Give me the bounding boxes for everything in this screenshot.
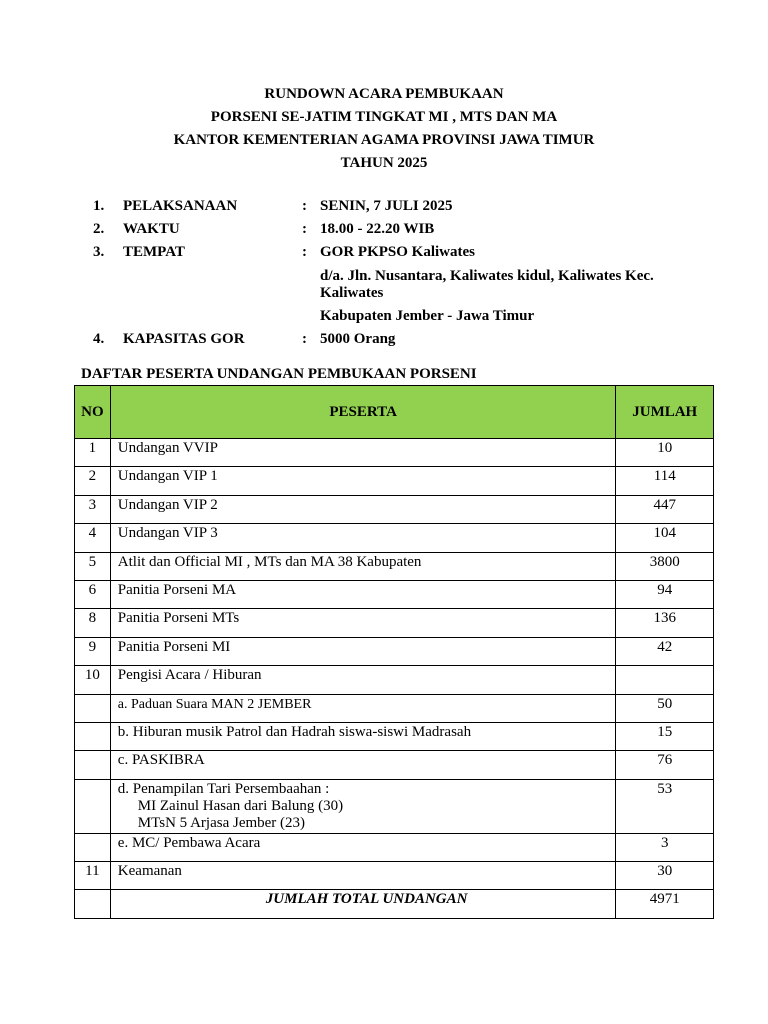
info-value: 5000 Orang bbox=[320, 331, 396, 347]
info-number: 4. bbox=[93, 331, 105, 347]
row-jumlah: 94 bbox=[616, 580, 714, 608]
row-no bbox=[75, 833, 111, 861]
table-row bbox=[75, 862, 714, 890]
info-number: 3. bbox=[93, 244, 105, 260]
table-row bbox=[75, 722, 714, 750]
row-jumlah: 53 bbox=[616, 779, 714, 833]
row-jumlah: 136 bbox=[616, 609, 714, 637]
participant-table bbox=[74, 385, 714, 919]
row-no: 1 bbox=[75, 439, 111, 467]
table-row bbox=[75, 580, 714, 608]
row-no: 5 bbox=[75, 552, 111, 580]
info-colon: : bbox=[302, 331, 307, 347]
info-number: 1. bbox=[93, 198, 105, 214]
row-peserta-sub: MI Zainul Hasan dari Balung (30) bbox=[137, 797, 344, 814]
table-row bbox=[75, 637, 714, 665]
row-jumlah: 15 bbox=[616, 722, 714, 750]
row-peserta: Undangan VVIP bbox=[110, 439, 616, 467]
row-peserta: Undangan VIP 3 bbox=[110, 524, 616, 552]
row-peserta: e. MC/ Pembawa Acara bbox=[110, 833, 616, 861]
row-no: 11 bbox=[75, 862, 111, 890]
row-no: 4 bbox=[75, 524, 111, 552]
table-row bbox=[75, 495, 714, 523]
row-no: 9 bbox=[75, 637, 111, 665]
row-jumlah: 3 bbox=[616, 833, 714, 861]
row-peserta: c. PASKIBRA bbox=[110, 751, 616, 779]
row-peserta: Keamanan bbox=[110, 862, 616, 890]
row-peserta: d. Penampilan Tari Persembaahan : bbox=[117, 780, 330, 797]
info-region: Kabupaten Jember - Jawa Timur bbox=[320, 308, 535, 324]
row-no: 3 bbox=[75, 495, 111, 523]
info-value: GOR PKPSO Kaliwates bbox=[320, 244, 475, 260]
table-row bbox=[75, 666, 714, 694]
table-header-row bbox=[75, 386, 714, 439]
info-colon: : bbox=[302, 244, 307, 260]
row-no bbox=[75, 779, 111, 833]
row-no bbox=[75, 722, 111, 750]
header-peserta: PESERTA bbox=[110, 386, 616, 439]
table-row bbox=[75, 833, 714, 861]
total-no bbox=[75, 890, 111, 918]
row-jumlah: 104 bbox=[616, 524, 714, 552]
table-row bbox=[75, 552, 714, 580]
table-row bbox=[75, 524, 714, 552]
table-row bbox=[75, 439, 714, 467]
total-label: JUMLAH TOTAL UNDANGAN bbox=[110, 890, 616, 918]
table-row bbox=[75, 694, 714, 722]
row-jumlah: 447 bbox=[616, 495, 714, 523]
table-row bbox=[75, 779, 714, 833]
info-label: TEMPAT bbox=[123, 244, 185, 260]
row-peserta: Panitia Porseni MI bbox=[110, 637, 616, 665]
row-peserta: Panitia Porseni MTs bbox=[110, 609, 616, 637]
info-label: PELAKSANAAN bbox=[123, 198, 238, 214]
row-peserta: Atlit dan Official MI , MTs dan MA 38 Kabupaten bbox=[110, 552, 616, 580]
row-jumlah: 42 bbox=[616, 637, 714, 665]
total-jumlah: 4971 bbox=[616, 890, 714, 918]
row-jumlah: 76 bbox=[616, 751, 714, 779]
row-no: 8 bbox=[75, 609, 111, 637]
row-peserta: b. Hiburan musik Patrol dan Hadrah siswa-siswi Madrasah bbox=[110, 722, 616, 750]
row-jumlah bbox=[616, 666, 714, 694]
info-value: 18.00 - 22.20 WIB bbox=[320, 221, 435, 237]
row-jumlah: 3800 bbox=[616, 552, 714, 580]
row-jumlah: 10 bbox=[616, 439, 714, 467]
section-title: DAFTAR PESERTA UNDANGAN PEMBUKAAN PORSENI bbox=[81, 366, 477, 382]
row-peserta: Undangan VIP 2 bbox=[110, 495, 616, 523]
row-peserta: a. Paduan Suara MAN 2 JEMBER bbox=[110, 694, 616, 722]
header-year: TAHUN 2025 bbox=[340, 155, 428, 171]
header-jumlah: JUMLAH bbox=[616, 386, 714, 439]
row-jumlah: 30 bbox=[616, 862, 714, 890]
header-title: RUNDOWN ACARA PEMBUKAAN bbox=[264, 86, 504, 102]
info-number: 2. bbox=[93, 221, 105, 237]
row-peserta-group bbox=[110, 779, 616, 833]
row-no bbox=[75, 694, 111, 722]
table-row bbox=[75, 609, 714, 637]
header-no: NO bbox=[75, 386, 111, 439]
header-subtitle: PORSENI SE-JATIM TINGKAT MI , MTS DAN MA bbox=[210, 109, 558, 125]
document-header bbox=[0, 84, 768, 176]
row-peserta: Pengisi Acara / Hiburan bbox=[110, 666, 616, 694]
info-value: SENIN, 7 JULI 2025 bbox=[320, 198, 453, 214]
info-label: WAKTU bbox=[123, 221, 180, 237]
info-colon: : bbox=[302, 198, 307, 214]
table-total-row bbox=[75, 890, 714, 918]
row-jumlah: 50 bbox=[616, 694, 714, 722]
info-colon: : bbox=[302, 221, 307, 237]
row-no: 6 bbox=[75, 580, 111, 608]
table-row bbox=[75, 751, 714, 779]
row-peserta: Panitia Porseni MA bbox=[110, 580, 616, 608]
table-row bbox=[75, 467, 714, 495]
row-no bbox=[75, 751, 111, 779]
header-organization: KANTOR KEMENTERIAN AGAMA PROVINSI JAWA TIMUR bbox=[173, 132, 595, 148]
row-peserta: Undangan VIP 1 bbox=[110, 467, 616, 495]
row-no: 10 bbox=[75, 666, 111, 694]
row-peserta-sub: MTsN 5 Arjasa Jember (23) bbox=[137, 814, 306, 831]
row-no: 2 bbox=[75, 467, 111, 495]
info-label: KAPASITAS GOR bbox=[123, 331, 245, 347]
row-jumlah: 114 bbox=[616, 467, 714, 495]
info-address: d/a. Jln. Nusantara, Kaliwates kidul, Kaliwates Kec. Kaliwates bbox=[320, 268, 654, 301]
